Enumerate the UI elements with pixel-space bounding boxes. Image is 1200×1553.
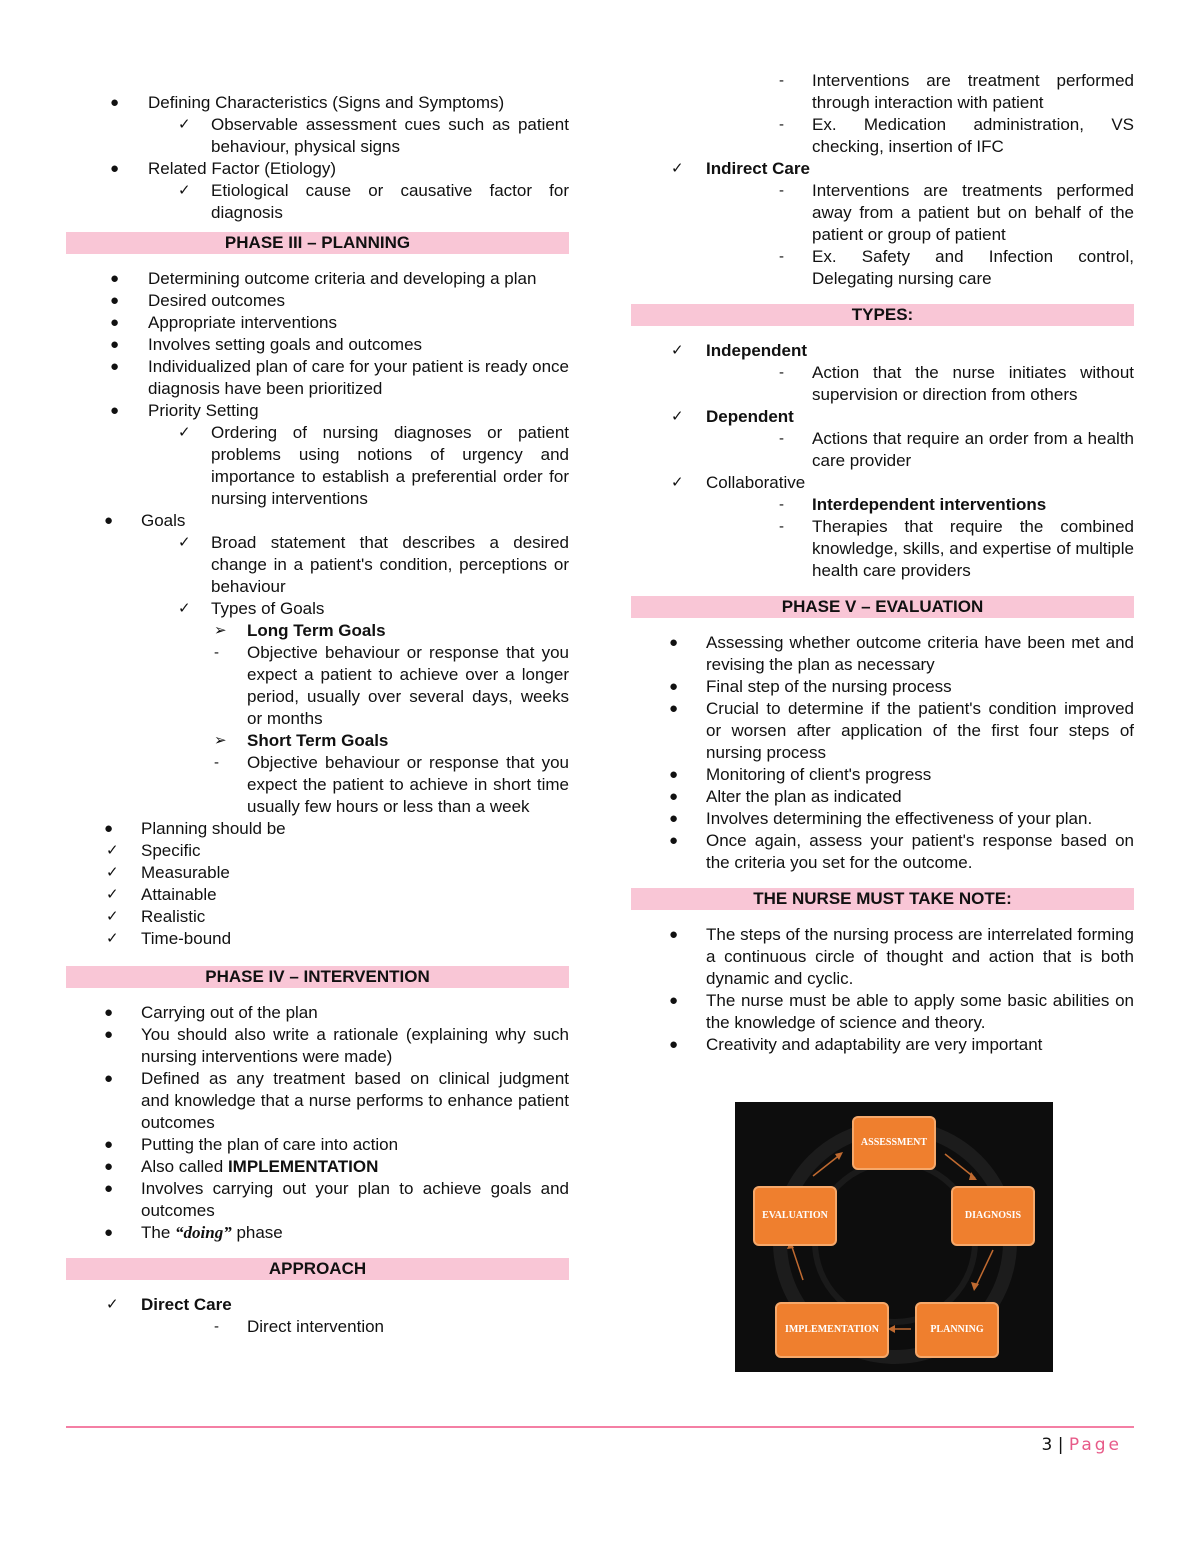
check-icon: ✓ bbox=[671, 474, 684, 491]
list-item: ● Desired outcomes bbox=[110, 291, 286, 310]
list-item: ✓ Ordering of nursing diagnoses or patient problems using notions of urgency and importance to establish a preferential order for nursing interventions bbox=[178, 423, 569, 508]
list-item: ✓ Collaborative bbox=[671, 473, 806, 492]
dash-icon: - bbox=[779, 182, 784, 199]
list-item: ✓ Broad statement that describes a desired change in a patient's condition, perceptions or behaviour bbox=[178, 533, 569, 596]
right-column bbox=[631, 70, 1134, 1056]
list-item: ● Determining outcome criteria and developing a plan bbox=[110, 269, 537, 288]
check-icon: ✓ bbox=[106, 908, 119, 925]
section-header-approach: APPROACH bbox=[66, 1258, 569, 1280]
bullet-icon: ● bbox=[669, 832, 679, 849]
list-item: ✓ Time-bound bbox=[106, 929, 232, 948]
list-item: ● Involves carrying out your plan to achieve goals and outcomes bbox=[104, 1179, 569, 1220]
node-evaluation: EVALUATION bbox=[753, 1186, 837, 1246]
bullet-icon: ● bbox=[110, 292, 120, 309]
check-icon: ✓ bbox=[671, 408, 684, 425]
list-item: ✓ Measurable bbox=[106, 863, 230, 882]
check-icon: ✓ bbox=[106, 1296, 119, 1313]
list-item: ✓ Realistic bbox=[106, 907, 206, 926]
dash-icon: - bbox=[214, 644, 219, 661]
dash-icon: - bbox=[779, 248, 784, 265]
dash-icon: - bbox=[214, 1318, 219, 1335]
list-item: ● Appropriate interventions bbox=[110, 313, 338, 332]
dash-icon: - bbox=[779, 496, 784, 513]
bullet-icon: ● bbox=[669, 766, 679, 783]
dash-icon: - bbox=[779, 72, 784, 89]
bullet-icon: ● bbox=[104, 1180, 114, 1197]
list-item: ✓ Independent bbox=[671, 341, 808, 360]
list-item: ● Assessing whether outcome criteria have been met and revising the plan as necessary bbox=[669, 633, 1134, 674]
list-item: ➢ Short Term Goals bbox=[214, 731, 389, 750]
bullet-icon: ● bbox=[104, 1026, 114, 1043]
page-number: 3 | Page bbox=[1041, 1435, 1122, 1455]
dash-icon: - bbox=[779, 518, 784, 535]
section-header-planning: PHASE III – PLANNING bbox=[66, 232, 569, 254]
bullet-icon: ● bbox=[104, 1136, 114, 1153]
list-item: ● Defining Characteristics (Signs and Symptoms) bbox=[110, 93, 505, 112]
dash-icon: - bbox=[214, 754, 219, 771]
check-icon: ✓ bbox=[178, 600, 191, 617]
list-item: - Interdependent interventions bbox=[779, 495, 1047, 514]
list-item: ● The “doing” phase bbox=[104, 1223, 283, 1242]
list-item: ✓ Attainable bbox=[106, 885, 217, 904]
dash-icon: - bbox=[779, 430, 784, 447]
dash-icon: - bbox=[779, 364, 784, 381]
list-item: ● Monitoring of client's progress bbox=[669, 765, 932, 784]
bullet-icon: ● bbox=[669, 634, 679, 651]
list-item: - Objective behaviour or response that you expect a patient to achieve over a longer period, usually over several days, weeks or months bbox=[214, 643, 569, 728]
node-assessment: ASSESSMENT bbox=[852, 1116, 936, 1170]
bullet-icon: ● bbox=[110, 402, 120, 419]
bullet-icon: ● bbox=[669, 810, 679, 827]
list-item: ● Planning should be bbox=[104, 819, 286, 838]
list-item: ● Priority Setting bbox=[110, 401, 259, 420]
bullet-icon: ● bbox=[669, 992, 679, 1009]
bullet-icon: ● bbox=[110, 94, 120, 111]
section-header-types: TYPES: bbox=[631, 304, 1134, 326]
list-item: ✓ Specific bbox=[106, 841, 201, 860]
bullet-icon: ● bbox=[104, 820, 114, 837]
list-item: ● Crucial to determine if the patient's condition improved or worsen after application of the first four steps of nursing process bbox=[669, 699, 1134, 762]
list-item: ● Creativity and adaptability are very important bbox=[669, 1035, 1043, 1054]
footer-rule bbox=[66, 1426, 1134, 1428]
bullet-icon: ● bbox=[669, 700, 679, 717]
list-item: ➢ Long Term Goals bbox=[214, 621, 386, 640]
list-item: - Ex. Medication administration, VS checking, insertion of IFC bbox=[779, 115, 1134, 156]
bullet-icon: ● bbox=[669, 678, 679, 695]
list-item: ● Related Factor (Etiology) bbox=[110, 159, 337, 178]
bullet-icon: ● bbox=[669, 1036, 679, 1053]
list-item: ● Final step of the nursing process bbox=[669, 677, 952, 696]
list-item: ● Putting the plan of care into action bbox=[104, 1135, 399, 1154]
check-icon: ✓ bbox=[178, 534, 191, 551]
arrow-bullet-icon: ➢ bbox=[214, 622, 227, 639]
check-icon: ✓ bbox=[671, 160, 684, 177]
list-item: ✓ Etiological cause or causative factor for diagnosis bbox=[178, 181, 569, 222]
bullet-icon: ● bbox=[104, 1224, 114, 1241]
check-icon: ✓ bbox=[106, 886, 119, 903]
bullet-icon: ● bbox=[110, 160, 120, 177]
bullet-icon: ● bbox=[110, 314, 120, 331]
check-icon: ✓ bbox=[106, 864, 119, 881]
list-item: ● Involves determining the effectiveness of your plan. bbox=[669, 809, 1093, 828]
check-icon: ✓ bbox=[178, 424, 191, 441]
list-item: - Interventions are treatments performed away from a patient but on behalf of the patient or group of patient bbox=[779, 181, 1134, 244]
bullet-icon: ● bbox=[104, 512, 114, 529]
bullet-icon: ● bbox=[104, 1158, 114, 1175]
node-implementation: IMPLEMENTATION bbox=[775, 1302, 889, 1358]
arrow-implementation-to-evaluation bbox=[791, 1244, 803, 1280]
list-item: - Action that the nurse initiates without supervision or direction from others bbox=[779, 363, 1134, 404]
section-header-note: THE NURSE MUST TAKE NOTE: bbox=[631, 888, 1134, 910]
list-item: - Therapies that require the combined knowledge, skills, and expertise of multiple health care providers bbox=[779, 517, 1134, 580]
list-item: ● Defined as any treatment based on clinical judgment and knowledge that a nurse performs to enhance patient outcomes bbox=[104, 1069, 569, 1132]
bullet-icon: ● bbox=[110, 358, 120, 375]
node-diagnosis: DIAGNOSIS bbox=[951, 1186, 1035, 1246]
list-item: - Actions that require an order from a health care provider bbox=[779, 429, 1134, 470]
list-item: ● The steps of the nursing process are interrelated forming a continuous circle of thought and action that is both dynamic and cyclic. bbox=[669, 925, 1134, 988]
list-item: ● Goals bbox=[104, 511, 186, 530]
bullet-icon: ● bbox=[104, 1004, 114, 1021]
check-icon: ✓ bbox=[178, 182, 191, 199]
bullet-icon: ● bbox=[104, 1070, 114, 1087]
check-icon: ✓ bbox=[671, 342, 684, 359]
list-item: - Objective behaviour or response that you expect the patient to achieve in short time usually few hours or less than a week bbox=[214, 753, 569, 816]
list-item: ● You should also write a rationale (explaining why such nursing interventions were made) bbox=[104, 1025, 569, 1066]
list-item: ✓ Observable assessment cues such as patient behaviour, physical signs bbox=[178, 115, 569, 156]
bullet-icon: ● bbox=[669, 926, 679, 943]
list-item: ● Involves setting goals and outcomes bbox=[110, 335, 423, 354]
list-item: ● Individualized plan of care for your patient is ready once diagnosis have been prioritized bbox=[110, 357, 569, 398]
check-icon: ✓ bbox=[178, 116, 191, 133]
list-item: ● Once again, assess your patient's response based on the criteria you set for the outcome. bbox=[669, 831, 1134, 872]
arrow-bullet-icon: ➢ bbox=[214, 732, 227, 749]
list-item: ● Carrying out of the plan bbox=[104, 1003, 318, 1022]
check-icon: ✓ bbox=[106, 842, 119, 859]
list-item: ● Also called IMPLEMENTATION bbox=[104, 1157, 379, 1176]
list-item: - Ex. Safety and Infection control, Delegating nursing care bbox=[779, 247, 1134, 288]
arrow-diagnosis-to-planning bbox=[975, 1250, 993, 1288]
bullet-icon: ● bbox=[110, 336, 120, 353]
node-planning: PLANNING bbox=[915, 1302, 999, 1358]
nursing-process-diagram bbox=[735, 1102, 1053, 1372]
dash-icon: - bbox=[779, 116, 784, 133]
list-item: - Direct intervention bbox=[214, 1317, 385, 1336]
list-item: ✓ Indirect Care bbox=[671, 159, 810, 178]
bullet-icon: ● bbox=[110, 270, 120, 287]
check-icon: ✓ bbox=[106, 930, 119, 947]
list-item: ● The nurse must be able to apply some basic abilities on the knowledge of science and theory. bbox=[669, 991, 1134, 1032]
section-header-evaluation: PHASE V – EVALUATION bbox=[631, 596, 1134, 618]
list-item: - Interventions are treatment performed through interaction with patient bbox=[779, 71, 1134, 112]
list-item: ✓ Direct Care bbox=[106, 1295, 232, 1314]
list-item: ● Alter the plan as indicated bbox=[669, 787, 902, 806]
section-header-intervention: PHASE IV – INTERVENTION bbox=[66, 966, 569, 988]
list-item: ✓ Dependent bbox=[671, 407, 794, 426]
list-item: ✓ Types of Goals bbox=[178, 599, 325, 618]
left-column bbox=[66, 92, 569, 1338]
bullet-icon: ● bbox=[669, 788, 679, 805]
